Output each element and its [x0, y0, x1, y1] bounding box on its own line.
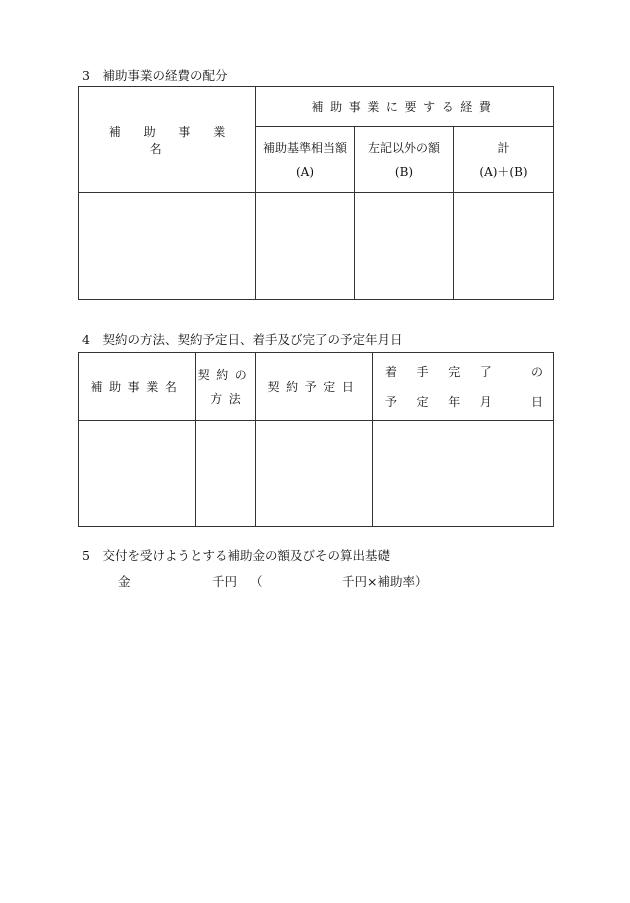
header-col-total: 計 (A)＋(B)	[454, 127, 554, 193]
section-4-title: 4 契約の方法、契約予定日、着手及び完了の予定年月日	[82, 332, 403, 347]
header-contract-date: 契約予定日	[256, 353, 373, 421]
header-col-a: 補助基準相当額 (A)	[256, 127, 355, 193]
formula-rate-text: 千円×補助率）	[342, 574, 428, 589]
header-project-name: 補助事業名	[79, 87, 256, 193]
header-contract-method: 契約の 方法	[196, 353, 256, 421]
cell-amount-a[interactable]	[256, 193, 355, 300]
cell-project-name[interactable]	[79, 421, 196, 527]
expense-allocation-table	[78, 86, 554, 300]
cell-amount-b[interactable]	[355, 193, 454, 300]
cell-amount-total[interactable]	[454, 193, 554, 300]
header-project-name: 補助事業名	[79, 353, 196, 421]
formula-open-paren: （	[250, 574, 263, 589]
header-col-b: 左記以外の額 (B)	[355, 127, 454, 193]
cell-contract-method[interactable]	[196, 421, 256, 527]
subsidy-kin-label: 金	[118, 574, 131, 589]
contract-schedule-table	[78, 352, 554, 527]
cell-start-completion-dates[interactable]	[373, 421, 554, 527]
section-3-title: 3 補助事業の経費の配分	[82, 68, 228, 83]
cell-contract-date[interactable]	[256, 421, 373, 527]
subsidy-amount-unit: 千円	[212, 574, 238, 589]
cell-project-name[interactable]	[79, 193, 256, 300]
header-project-cost: 補助事業に要する経費	[256, 87, 554, 127]
header-start-completion-dates: 着 手 完 了 の 予 定 年 月 日	[373, 353, 554, 421]
section-5-title: 5 交付を受けようとする補助金の額及びその算出基礎	[82, 548, 390, 563]
